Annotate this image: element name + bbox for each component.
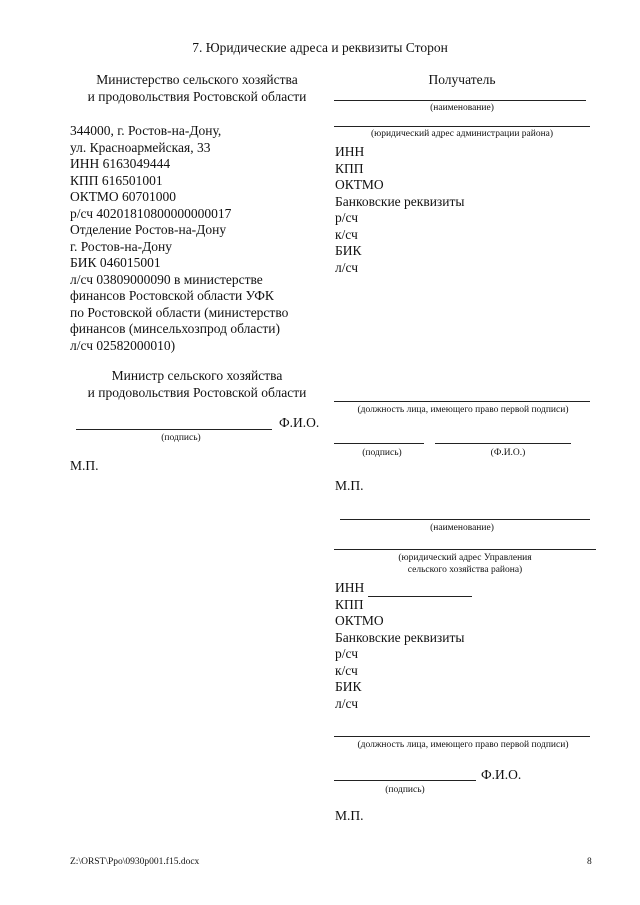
right1-address-caption: (юридический адрес администрации района) bbox=[370, 129, 554, 139]
left-signature-caption: (подпись) bbox=[161, 433, 201, 443]
right2-field: БИК bbox=[335, 679, 362, 694]
section-title: 7. Юридические адреса и реквизиты Сторон bbox=[192, 40, 448, 55]
right1-field: КПП bbox=[335, 160, 364, 176]
right1-position-line bbox=[334, 401, 590, 402]
right1-signature-line bbox=[334, 443, 424, 444]
right2-position-caption: (должность лица, имеющего право первой подписи) bbox=[357, 740, 569, 750]
left-detail-line: л/сч 02582000010) bbox=[70, 337, 176, 353]
left-detail-line: 344000, г. Ростов-на-Дону, bbox=[70, 123, 222, 138]
right1-field: к/сч bbox=[335, 226, 358, 242]
right2-address-caption bbox=[334, 552, 596, 576]
right2-field: КПП bbox=[335, 596, 364, 612]
right1-stamp: М.П. bbox=[335, 478, 364, 493]
right2-name-caption: (наименование) bbox=[430, 523, 494, 533]
left-detail-line: финансов Ростовской области УФК bbox=[70, 288, 274, 303]
footer-page-number: 8 bbox=[587, 857, 592, 867]
left-details bbox=[70, 123, 288, 354]
left-detail-line: ОКТМО 60701000 bbox=[70, 189, 176, 204]
footer-file-path: Z:\ORST\Ppo\0930p001.f15.docx bbox=[70, 857, 200, 867]
left-detail-line: Отделение Ростов-на-Дону bbox=[70, 222, 227, 237]
left-signer-title-line: Министр сельского хозяйства bbox=[111, 368, 283, 383]
right2-field: ОКТМО bbox=[335, 613, 384, 628]
left-fio: Ф.И.О. bbox=[279, 415, 320, 430]
right2-name-line bbox=[340, 519, 590, 520]
right1-field: БИК bbox=[335, 243, 362, 258]
right2-position-line bbox=[334, 736, 590, 737]
left-signature-line bbox=[76, 429, 272, 430]
right2-field: р/сч bbox=[335, 646, 359, 661]
right2-signature-caption: (подпись) bbox=[385, 785, 425, 795]
right1-field: Банковские реквизиты bbox=[335, 193, 465, 209]
left-detail-line: финансов (минсельхозпрод области) bbox=[70, 321, 280, 336]
left-detail-line: по Ростовской области (министерство bbox=[70, 304, 289, 320]
right1-name-caption: (наименование) bbox=[430, 103, 494, 113]
left-detail-line: БИК 046015001 bbox=[70, 255, 161, 270]
right1-name-line bbox=[334, 100, 586, 101]
right2-inn-line bbox=[368, 584, 472, 597]
right2-address-line bbox=[334, 549, 596, 550]
left-detail-line: л/сч 03809000090 в министерстве bbox=[70, 271, 263, 287]
left-detail-line: ул. Красноармейская, 33 bbox=[70, 139, 211, 155]
right2-inn-row bbox=[335, 580, 472, 597]
right2-field: ИНН bbox=[335, 580, 365, 595]
left-detail-line: ИНН 6163049444 bbox=[70, 156, 171, 171]
right2-field: к/сч bbox=[335, 662, 358, 678]
right2-field: Банковские реквизиты bbox=[335, 629, 465, 645]
right1-signature-caption: (подпись) bbox=[362, 448, 402, 458]
right1-address-line bbox=[334, 126, 590, 127]
right1-field: ОКТМО bbox=[335, 177, 384, 192]
left-detail-line: р/сч 40201810800000000017 bbox=[70, 205, 232, 221]
left-stamp: М.П. bbox=[70, 458, 99, 473]
right1-field: л/сч bbox=[335, 259, 358, 275]
right2-field: л/сч bbox=[335, 695, 358, 711]
recipient-heading: Получатель bbox=[428, 72, 496, 87]
right2-signature-line bbox=[334, 780, 476, 781]
right1-fields bbox=[335, 144, 464, 276]
left-detail-line: г. Ростов-на-Дону bbox=[70, 238, 173, 254]
left-org-name-line: и продовольствия Ростовской области bbox=[87, 88, 307, 104]
left-signer-title bbox=[70, 368, 324, 401]
right2-fields bbox=[335, 580, 472, 712]
right1-position-caption: (должность лица, имеющего право первой подписи) bbox=[357, 405, 569, 415]
left-org-name bbox=[70, 72, 324, 105]
right1-field: ИНН bbox=[335, 144, 365, 159]
right2-address-caption-line: (юридический адрес Управления bbox=[398, 553, 532, 563]
right2-address-caption-line: сельского хозяйства района) bbox=[407, 565, 523, 575]
right2-stamp: М.П. bbox=[335, 808, 364, 823]
right2-fio: Ф.И.О. bbox=[481, 767, 522, 782]
left-signer-title-line: и продовольствия Ростовской области bbox=[87, 384, 307, 400]
right1-fio-line bbox=[435, 443, 571, 444]
right1-field: р/сч bbox=[335, 210, 359, 225]
left-org-name-line: Министерство сельского хозяйства bbox=[96, 72, 298, 87]
right1-fio-caption: (Ф.И.О.) bbox=[490, 448, 526, 458]
left-detail-line: КПП 616501001 bbox=[70, 172, 163, 188]
